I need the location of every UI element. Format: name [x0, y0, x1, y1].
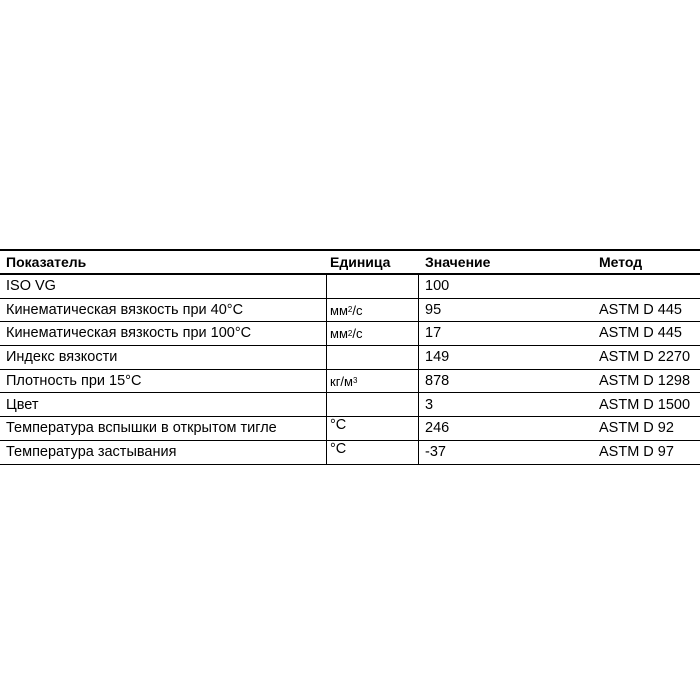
row-parameter: Кинематическая вязкость при 100°C	[6, 325, 252, 342]
column-divider	[418, 275, 419, 298]
table-row	[0, 441, 700, 465]
row-value: 95	[425, 301, 442, 318]
column-divider	[418, 441, 419, 464]
column-divider	[326, 322, 327, 345]
row-value: 878	[425, 372, 450, 389]
row-value: 246	[425, 420, 450, 437]
row-parameter: ISO VG	[6, 278, 56, 295]
row-unit: кг/м 3	[330, 373, 358, 389]
row-unit: мм 2 /с	[330, 302, 363, 318]
row-method: ASTM D 445	[599, 325, 682, 342]
row-parameter: Температура застывания	[6, 443, 177, 460]
column-divider	[326, 275, 327, 298]
row-value: 3	[425, 396, 434, 413]
row-method: ASTM D 1500	[599, 396, 691, 413]
row-parameter: Индекс вязкости	[6, 349, 118, 366]
table-row	[0, 393, 700, 417]
table-header	[0, 249, 700, 275]
row-value: 17	[425, 325, 442, 342]
column-divider	[418, 346, 419, 369]
table-row	[0, 417, 700, 441]
column-divider	[326, 370, 327, 393]
unit-tail: /с	[352, 302, 363, 318]
row-parameter: Цвет	[6, 396, 39, 413]
table-row	[0, 346, 700, 370]
table-row	[0, 275, 700, 299]
row-unit: мм 2 /с	[330, 326, 363, 342]
table-row	[0, 370, 700, 394]
unit-tail: /с	[352, 326, 363, 342]
row-parameter: Плотность при 15°C	[6, 372, 142, 389]
column-divider	[326, 417, 327, 440]
row-value: 100	[425, 278, 450, 295]
column-divider	[326, 299, 327, 322]
column-divider	[418, 370, 419, 393]
column-divider	[326, 393, 327, 416]
row-method: ASTM D 445	[599, 301, 682, 318]
unit-base: мм	[330, 326, 348, 342]
table-row	[0, 299, 700, 323]
header-value: Значение	[425, 254, 491, 270]
specification-table	[0, 249, 700, 465]
column-divider	[418, 299, 419, 322]
row-method: ASTM D 2270	[599, 349, 691, 366]
column-divider	[418, 393, 419, 416]
row-parameter: Кинематическая вязкость при 40°C	[6, 301, 244, 318]
row-method: ASTM D 97	[599, 443, 674, 460]
column-divider	[418, 417, 419, 440]
column-divider	[326, 441, 327, 464]
header-unit: Единица	[330, 254, 391, 270]
header-parameter: Показатель	[6, 254, 87, 270]
row-method: ASTM D 1298	[599, 372, 691, 389]
row-value: -37	[425, 443, 446, 460]
column-divider	[418, 322, 419, 345]
unit-base: мм	[330, 302, 348, 318]
unit-base: кг/м	[330, 373, 353, 389]
row-value: 149	[425, 349, 450, 366]
header-method: Метод	[599, 254, 643, 270]
column-divider	[326, 346, 327, 369]
row-unit: °C	[330, 440, 347, 457]
row-method: ASTM D 92	[599, 420, 674, 437]
row-parameter: Температура вспышки в открытом тигле	[6, 420, 277, 437]
table-row	[0, 322, 700, 346]
row-unit: °C	[330, 417, 347, 434]
